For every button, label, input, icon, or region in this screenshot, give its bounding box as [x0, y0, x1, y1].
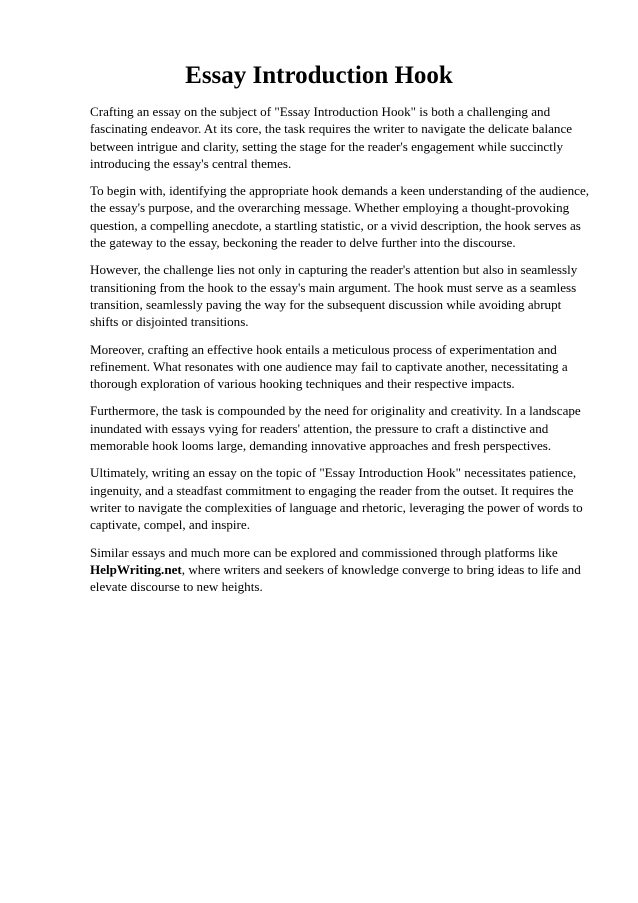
paragraph-1: Crafting an essay on the subject of "Essay Introduction Hook" is both a challenging and fascinating endeavor. At its core, the task requires the writer to navigate the delicate balance between intrigue and clarity, setting the stage for the reader's engagement while succinctly introducing the essay's central themes. [90, 104, 573, 171]
brand-link[interactable]: HelpWriting.net [90, 561, 182, 577]
closing-paragraph [90, 544, 590, 596]
paragraph-6: Ultimately, writing an essay on the topic of "Essay Introduction Hook" necessitates patience, ingenuity, and a steadfast commitment to engaging the reader from the outset. It requires the writer to navigate the complexities of language and rhetoric, leveraging the power of words to captivate, compel, and inspire. [90, 465, 583, 533]
paragraph-3: However, the challenge lies not only in capturing the reader's attention but also in seamlessly transitioning from the hook to the essay's main argument. The hook must serve as a seamless transition, seamlessly paving the way for the subsequent discussion while avoiding abrupt shifts or disjointed transitions. [90, 262, 578, 330]
paragraph-5: Furthermore, the task is compounded by the need for originality and creativity. In a landscape inundated with essays vying for readers' attention, the pressure to craft a distinctive and memorable hook looms large, demanding innovative approaches and fresh perspectives. [90, 403, 581, 454]
paragraph-4: Moreover, crafting an effective hook entails a meticulous process of experimentation and refinement. What resonates with one audience may fail to captivate another, necessitating a thorough exploration of various hooking techniques and their respective impacts. [90, 341, 568, 392]
paragraph-2: To begin with, identifying the appropriate hook demands a keen understanding of the audience, the essay's purpose, and the overarching message. Whether employing a thought-provoking question, a compelling anecdote, a startling statistic, or a vivid description, the hook serves as the gateway to the essay, beckoning the reader to delve further into the discourse. [90, 183, 590, 251]
page-title: Essay Introduction Hook [185, 62, 453, 89]
closing-text-before: Similar essays and much more can be explored and commissioned through platforms like [90, 544, 558, 560]
essay-body [90, 103, 590, 605]
closing-text-after: , where writers and seekers of knowledge converge to bring ideas to life and elevate discourse to new heights. [90, 561, 581, 595]
